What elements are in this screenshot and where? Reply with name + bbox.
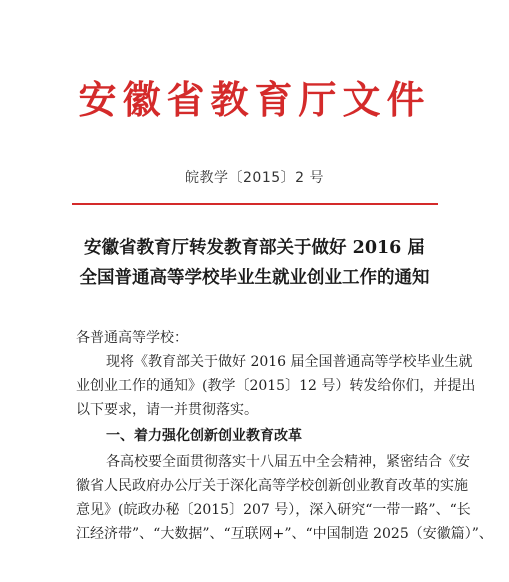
document-header-title: 安徽省教育厅文件 xyxy=(78,77,431,122)
paragraph-2-line-2: 徽省人民政府办公厅关于深化高等学校创新创业教育改革的实施 xyxy=(76,478,468,494)
paragraph-1-line-1: 现将《教育部关于做好 2016 届全国普通高等学校毕业生就 xyxy=(106,354,473,370)
notice-title-line-1: 安徽省教育厅转发教育部关于做好 2016 届 xyxy=(84,238,425,258)
paragraph-2-line-4: 江经济带”、“大数据”、“互联网+”、“中国制造 2025（安徽篇）”、 xyxy=(76,526,493,542)
paragraph-1-line-2: 业创业工作的通知》(教学〔2015〕12 号）转发给你们，并提出 xyxy=(76,378,476,394)
notice-title-line-2: 全国普通高等学校毕业生就业创业工作的通知 xyxy=(79,268,430,288)
paragraph-1-line-3: 以下要求，请一并贯彻落实。 xyxy=(76,402,258,418)
paragraph-2-line-1: 各高校要全面贯彻落实十八届五中全会精神，紧密结合《安 xyxy=(106,454,470,470)
section-1-heading: 一、着力强化创新创业教育改革 xyxy=(106,428,302,444)
salutation: 各普通高等学校： xyxy=(76,330,188,346)
red-divider-line xyxy=(72,203,438,205)
paragraph-2-line-3: 意见》(皖政办秘〔2015〕207 号），深入研究“一带一路”、“长 xyxy=(76,502,471,518)
document-number: 皖教学〔2015〕2 号 xyxy=(185,170,324,186)
